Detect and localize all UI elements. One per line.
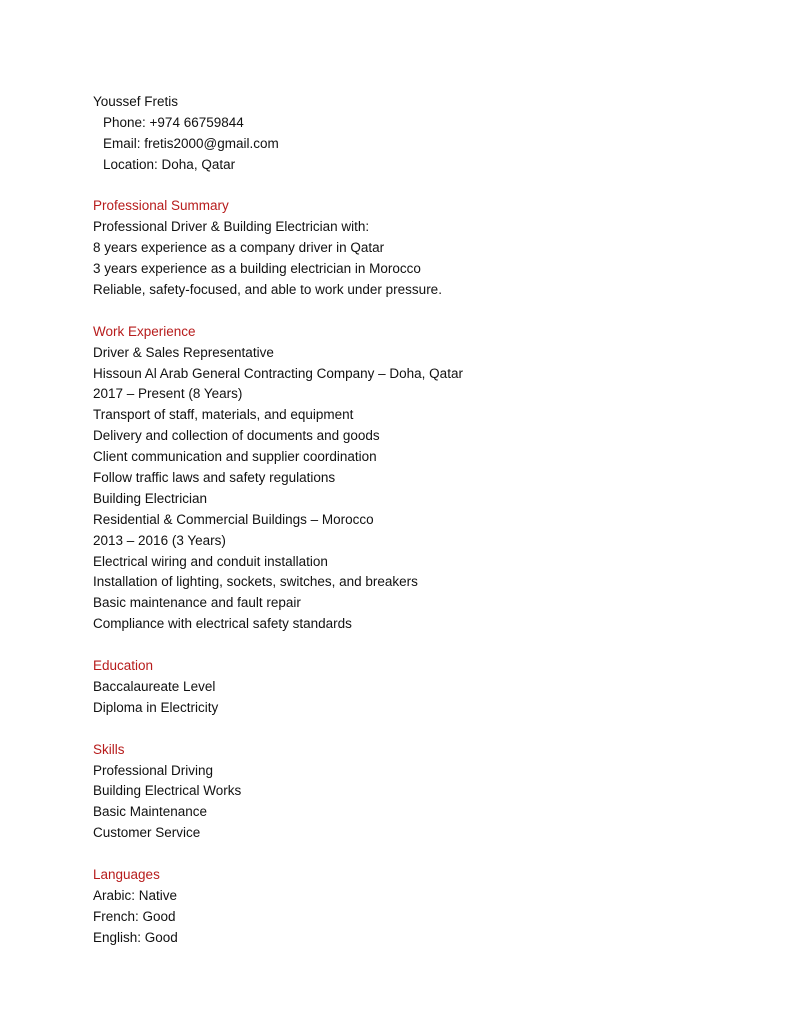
skill-item: Basic Maintenance xyxy=(93,804,208,820)
candidate-name: Youssef Fretis xyxy=(93,94,179,109)
spacer xyxy=(93,635,463,656)
section-skills xyxy=(93,740,463,844)
job-dates: 2017 – Present (8 Years) xyxy=(93,386,243,402)
section-heading: Skills xyxy=(93,741,125,757)
section-heading: Work Experience xyxy=(93,323,196,339)
email: Email: fretis2000@gmail.com xyxy=(103,135,279,151)
location: Location: Doha, Qatar xyxy=(103,156,236,172)
skill-item: Building Electrical Works xyxy=(93,783,242,799)
language-item: Arabic: Native xyxy=(93,887,178,903)
section-heading: Professional Summary xyxy=(93,198,229,214)
job-title: Driver & Sales Representative xyxy=(93,344,274,360)
spacer xyxy=(93,719,463,740)
language-item: French: Good xyxy=(93,908,176,924)
education-item: Baccalaureate Level xyxy=(93,678,216,694)
spacer xyxy=(93,176,463,197)
spacer xyxy=(93,301,463,322)
section-languages xyxy=(93,865,463,949)
section-summary xyxy=(93,196,463,300)
education-item: Diploma in Electricity xyxy=(93,699,219,715)
section-heading: Languages xyxy=(93,866,160,882)
job-dates: 2013 – 2016 (3 Years) xyxy=(93,532,226,548)
language-item: English: Good xyxy=(93,929,178,945)
job-duty: Installation of lighting, sockets, switches, and breakers xyxy=(93,574,418,590)
job-duty: Electrical wiring and conduit installation xyxy=(93,553,328,569)
job-duty: Compliance with electrical safety standards xyxy=(93,616,352,632)
resume-document xyxy=(93,92,463,949)
job-duty: Basic maintenance and fault repair xyxy=(93,595,301,611)
summary-line: 8 years experience as a company driver in Qatar xyxy=(93,240,385,256)
section-heading: Education xyxy=(93,658,154,674)
job-duty: Follow traffic laws and safety regulations xyxy=(93,470,336,486)
section-education xyxy=(93,656,463,719)
summary-line: 3 years experience as a building electrician in Morocco xyxy=(93,261,421,277)
contact-block xyxy=(93,92,463,176)
spacer xyxy=(93,844,463,865)
skill-item: Customer Service xyxy=(93,825,201,841)
job-duty: Transport of staff, materials, and equipment xyxy=(93,407,354,423)
section-experience xyxy=(93,322,463,635)
job-duty: Delivery and collection of documents and goods xyxy=(93,428,380,444)
job-company: Hissoun Al Arab General Contracting Company – Doha, Qatar xyxy=(93,365,463,381)
summary-line: Reliable, safety-focused, and able to work under pressure. xyxy=(93,282,442,298)
phone: Phone: +974 66759844 xyxy=(103,114,244,130)
skill-item: Professional Driving xyxy=(93,762,214,778)
summary-line: Professional Driver & Building Electrician with: xyxy=(93,219,370,235)
job-title: Building Electrician xyxy=(93,490,208,506)
job-company: Residential & Commercial Buildings – Morocco xyxy=(93,511,374,527)
job-duty: Client communication and supplier coordination xyxy=(93,449,377,465)
